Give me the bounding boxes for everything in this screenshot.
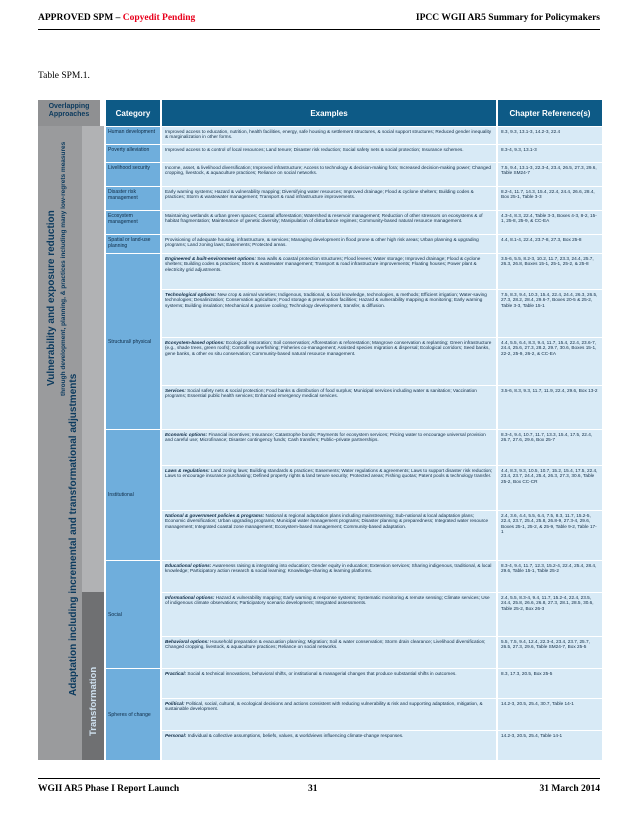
header-category: Category [106, 100, 160, 126]
reference-cell: 3.5-6, 5.5, 8.2-3, 10.2, 11.7, 23.3, 24.4, 25.7, 26.3, 26.8, Boxes 15-1, 25-1, 25-2, & 25-8 [498, 254, 602, 289]
table-caption: Table SPM.1. [38, 71, 90, 81]
reference-cell: 7.5, 8.3, 9.4, 10.3, 15.4, 22.4, 24.4, 26.3, 26.5, 27.3, 28.2, 28.4, 29.6-7, Boxes 20-5 & 25-2, Table 3-3, Table 15-1 [498, 290, 602, 337]
category-cell: Disaster risk management [106, 187, 160, 210]
header-left: APPROVED SPM – Copyedit Pending [38, 13, 196, 23]
label-vulnerability-sub: through development, planning, & practices including many low-regrets measures [60, 141, 67, 396]
table-row [162, 592, 602, 636]
spm-table [38, 96, 602, 760]
table-row [162, 636, 602, 668]
header-examples: Examples [162, 100, 496, 126]
table-row [162, 698, 602, 730]
category-structural-physical: Structural/ physical [106, 253, 160, 429]
table-row [162, 510, 602, 560]
reference-cell: 4.3-4, 8.3, 22.4, Table 3-3, Boxes 4-3, 8-2, 15-1, 25-8, 25-9, & CC-EA [498, 211, 602, 234]
table-row [106, 162, 602, 186]
category-cell: Human development [106, 127, 160, 144]
category-spheres-of-change: Spheres of change [106, 668, 160, 760]
examples-cell: National & government policies & programs: National & regional adaptation plans including mainstreaming; Sub-national & local adaptation plans; Economic diversification; Urban upgrading programs; Municipal water management programs; Disaster planning & preparedness; Integrated water resource management; Integrated coastal zone management; Ecosystem-based management; Community-based adaptation. [162, 511, 496, 560]
examples-cell: Early warning systems; Hazard & vulnerability mapping; Diversifying water resources; Improved drainage; Flood & cyclone shelters; Building codes & practices; Storm & wastewater management; Transport & road infrastructure improvements. [162, 187, 496, 210]
header-overlapping-approaches: Overlapping Approaches [38, 100, 100, 126]
examples-cell: Improved access to education, nutrition, health facilities, energy, safe housing & settlement structures, & social support structures; Reduced gender inequality & marginalization in other forms. [162, 127, 496, 144]
reference-cell: 4.4, 5.5, 6.4, 8.3, 9.4, 11.7, 15.4, 22.4, 23.6-7, 24.4, 25.6, 27.3, 28.2, 29.7, 30.6, Boxes 15-1, 22-2, 25-9, 26-2, & CC-EA [498, 338, 602, 385]
examples-cell: Services: Social safety nets & social protection; Food banks & distribution of food surplus; Municipal services including water & sanitation; Vaccination programs; Essential public health services; Enhanced emergency medical services. [162, 386, 496, 429]
page-number: 31 [308, 784, 318, 794]
reference-cell: 8.3-4, 9.3, 13.1-3 [498, 145, 602, 162]
table-row [162, 289, 602, 337]
band-adaptation [82, 126, 104, 592]
reference-cell: 7.5, 9.4, 13.1-3, 22.3-4, 23.4, 26.5, 27.3, 29.6, Table SM24-7 [498, 163, 602, 186]
examples-cell: Maintaining wetlands & urban green spaces; Coastal afforestation; Watershed & reservoir management; Reduction of other stressors on ecosystems & of habitat fragmentation; Maintenance of genetic diversity; Manipulation of disturbance regimes; Community-based natural resource management. [162, 211, 496, 234]
label-transformation: Transformation [88, 666, 99, 736]
category-cell: Ecosystem management [106, 211, 160, 234]
examples-cell: Behavioral options: Household preparation & evacuation planning; Migration; Soil & water conservation; Storm drain clearance; Livelihood diversification; Changed cropping, livestock, & aquaculture practices; Reliance on social networks. [162, 637, 496, 668]
examples-cell: Informational options: Hazard & vulnerability mapping; Early warning & response systems; Systematic monitoring & remote sensing; Climate services; Use of indigenous climate observations; Participatory scenario development; Integrated assessments. [162, 593, 496, 636]
reference-cell: 2.4, 3.6, 4.4, 5.5, 6.4, 7.5, 8.3, 11.7, 15.2-5, 22.4, 23.7, 25.4, 25.8, 26.8-9, 27.3-4, 29.6, Boxes 25-1, 25-2, & 25-9, Table 9-2, Table 17-1 [498, 511, 602, 560]
examples-cell: Educational options: Awareness raising & integrating into education; Gender equity in education; Extension services; Sharing indigenous, traditional, & local knowledge; Participatory action research & social learning; Knowledge-sharing & learning platforms. [162, 561, 496, 592]
reference-cell: 8.3-4, 9.4, 11.7, 12.3, 15.2-4, 22.4, 25.4, 28.4, 29.6, Table 15-1, Table 25-2 [498, 561, 602, 592]
reference-cell: 14.2-3, 20.5, 25.4, 30.7, Table 14-1 [498, 699, 602, 730]
table-row [162, 730, 602, 760]
category-institutional: Institutional [106, 429, 160, 560]
examples-cell: Personal: Individual & collective assumptions, beliefs, values, & worldviews influencing climate-change responses. [162, 731, 496, 760]
examples-cell: Provisioning of adequate housing, infrastructure, & services; Managing development in flood prone & other high risk areas; Urban planning & upgrading programs; Land zoning laws; Easements; Protected areas. [162, 235, 496, 253]
examples-cell: Practical: Social & technical innovations, behavioral shifts, or institutional & managerial changes that produce substantial shifts in outcomes. [162, 669, 496, 698]
table-row [162, 253, 602, 289]
reference-cell: 3.5-6, 8.3, 9.3, 11.7, 11.9, 22.4, 29.6, Box 13-2 [498, 386, 602, 429]
examples-cell: Technological options: New crop & animal varieties; Indigenous, traditional, & local knowledge, technologies, & methods; Efficient irrigation; Water-saving technologies; Desalinization; Conservation agriculture; Food storage & preservation facilities; Hazard & vulnerability mapping & monitoring; Early warning systems; Building insulation; Mechanical & passive cooling; Technology development, transfer, & diffusion. [162, 290, 496, 337]
table-row [162, 385, 602, 429]
table-row [106, 210, 602, 234]
category-cell: Spatial or land-use planning [106, 235, 160, 253]
table-row [106, 186, 602, 210]
reference-cell: 8.2-4, 11.7, 14.3, 15.4, 22.4, 24.4, 26.6, 28.4, Box 25-1, Table 3-3 [498, 187, 602, 210]
category-cell: Poverty alleviation [106, 145, 160, 162]
reference-cell: 4.4, 8.3, 9.3, 10.5, 10.7, 15.2, 15.4, 17.5, 22.4, 23.4, 23.7, 24.4, 25.4, 26.3, 27.3, 30.6, Table 25-2, Box CC-CR [498, 466, 602, 510]
page-header [38, 13, 600, 27]
footer-date: 31 March 2014 [539, 784, 600, 794]
label-vulnerability: Vulnerability and exposure reduction [46, 210, 57, 386]
header-right: IPCC WGII AR5 Summary for Policymakers [415, 13, 600, 23]
header-chapter-references: Chapter Reference(s) [498, 100, 602, 126]
examples-cell: Engineered & built-environment options: Sea walls & coastal protection structures; Flood levees; Water storage; Improved drainage; Flood & cyclone shelters; Building codes & practices; Storm & wastewater management; Transport & road infrastructure improvements; Floating houses; Power plant & electricity grid adjustments. [162, 254, 496, 289]
footer-rule [38, 778, 600, 779]
examples-cell: Economic options: Financial incentives; Insurance; Catastrophe bonds; Payments for ecosystem services; Pricing water to encourage universal provision and careful use; Microfinance; Disaster contingency funds; Cash transfers; Public–private partnerships. [162, 430, 496, 465]
table-row [162, 465, 602, 510]
examples-cell: Laws & regulations: Land zoning laws; Building standards & practices; Easements; Water regulations & agreements; Laws to support disaster risk reduction; Laws to encourage insurance purchasing; Defined property rights & land tenure security; Protected areas; Fishing quotas; Patent pools & technology transfer. [162, 466, 496, 510]
footer-left: WGII AR5 Phase I Report Launch [38, 784, 180, 794]
table-row [162, 337, 602, 385]
table-row [106, 126, 602, 144]
label-adaptation: Adaptation including incremental and transformational adjustments [68, 373, 79, 696]
reference-cell: 14.2-3, 20.5, 25.4, Table 14-1 [498, 731, 602, 760]
header-rule [38, 29, 600, 30]
table-row [162, 560, 602, 592]
copyedit-status: Copyedit Pending [122, 13, 196, 23]
reference-cell: 8.3, 17.3, 20.5, Box 25-5 [498, 669, 602, 698]
table-row [106, 144, 602, 162]
table-row [162, 668, 602, 698]
reference-cell: 8.3-4, 9.4, 10.7, 11.7, 13.3, 15.4, 17.5, 22.4, 26.7, 27.6, 29.6, Box 25-7 [498, 430, 602, 465]
reference-cell: 5.5, 7.5, 9.4, 12.4, 22.3-4, 23.4, 23.7, 25.7, 26.5, 27.3, 29.6, Table SM24-7, Box 25-5 [498, 637, 602, 668]
reference-cell: 8.3, 9.3, 13.1-3, 14.2-3, 22.4 [498, 127, 602, 144]
examples-cell: Political: Political, social, cultural, & ecological decisions and actions consistent with reducing vulnerability & risk and supporting adaptation, mitigation, & sustainable development. [162, 699, 496, 730]
examples-cell: Income, asset, & livelihood diversification; Improved infrastructure; Access to technology & decision-making fora; Increased decision-making power; Changed cropping, livestock, & aquaculture practices; Reliance on social networks. [162, 163, 496, 186]
category-social: Social [106, 560, 160, 668]
examples-cell: Ecosystem-based options: Ecological restoration; Soil conservation; Afforestation & reforestation; Mangrove conservation & replanting; Green infrastructure (e.g., shade trees, green roofs); Controlling overfishing; Fisheries co-management; Assisted species migration & dispersal; Ecological corridors; Seed banks, gene banks, & other ex situ conservation; Community-based natural resource management. [162, 338, 496, 385]
table-row [106, 234, 602, 253]
table-row [162, 429, 602, 465]
examples-cell: Improved access to & control of local resources; Land tenure; Disaster risk reduction; Social safety nets & social protection; Insurance schemes. [162, 145, 496, 162]
category-cell: Livelihood security [106, 163, 160, 186]
reference-cell: 2.4, 5.5, 8.3-4, 9.4, 11.7, 15.2-4, 22.4, 23.5, 24.4, 25.8, 26.6, 26.8, 27.3, 28.1, 28.5, 30.6, Table 25-2, Box 26-3 [498, 593, 602, 636]
reference-cell: 4.4, 8.1-4, 22.4, 23.7-8, 27.3, Box 25-8 [498, 235, 602, 253]
